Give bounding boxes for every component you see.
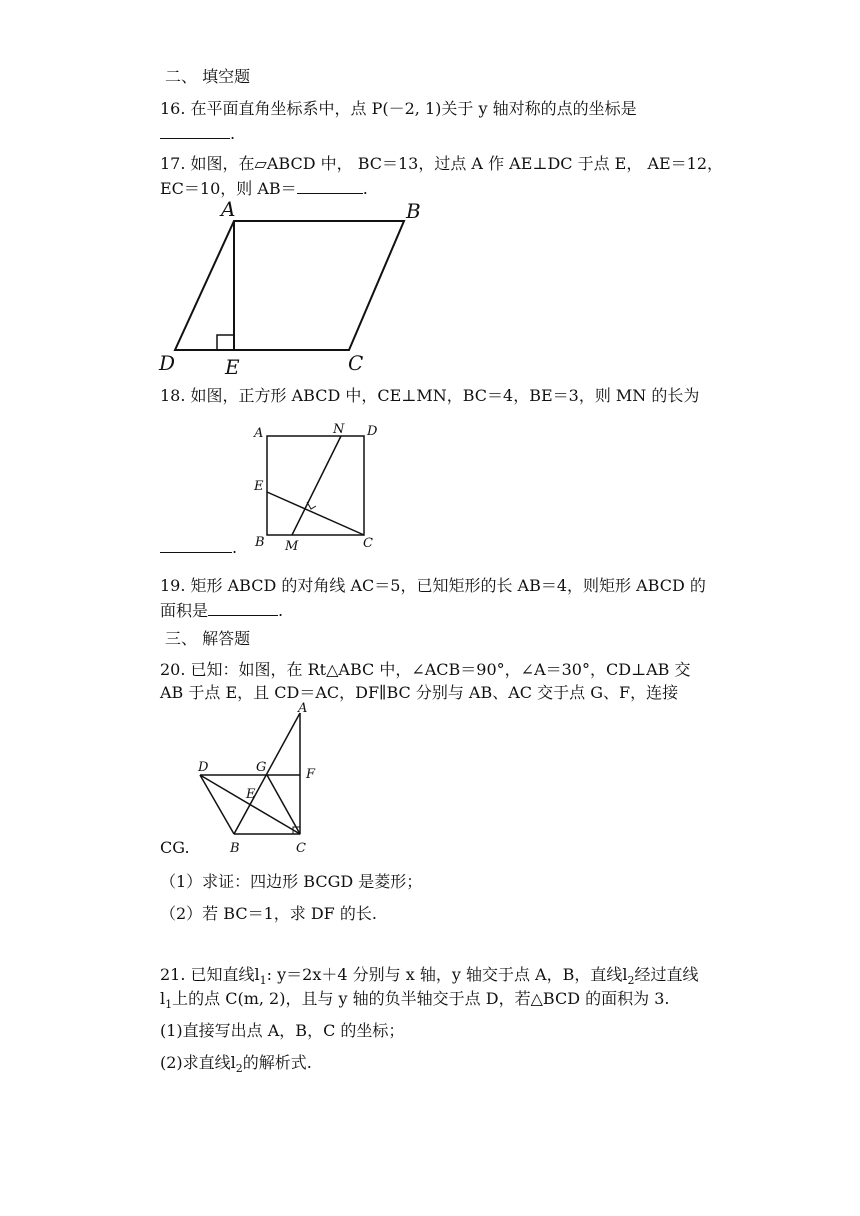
label-c: C xyxy=(296,841,306,856)
q21-text-d: l xyxy=(160,989,166,1008)
answer-blank xyxy=(160,122,230,139)
label-a: A xyxy=(254,426,264,441)
subscript: 1 xyxy=(165,998,173,1012)
parallelogram-abcd xyxy=(175,221,404,350)
label-g: G xyxy=(256,760,267,775)
triangle-rhombus-figure xyxy=(190,700,330,860)
question-20-text: 20. 已知：如图，在 Rt△ABC 中，∠ACB＝90°，∠A＝30°，CD⊥AB 交 xyxy=(160,660,691,679)
question-17-text-line2 xyxy=(160,177,368,199)
question-17-text: 17. 如图，在▱ABCD 中， BC＝13，过点 A 作 AE⊥DC 于点 E， AE＝12， xyxy=(160,154,724,173)
question-19-text-line2 xyxy=(160,599,283,621)
q21-part2-b: 的解析式. xyxy=(242,1053,312,1072)
q21-text-b: : y＝2x＋4 分别与 x 轴，y 轴交于点 A，B，直线l xyxy=(266,965,628,984)
question-18-answer-line xyxy=(160,536,237,558)
label-b: B xyxy=(406,199,421,223)
question-21-text-line2 xyxy=(160,989,669,1015)
label-a: A xyxy=(221,198,236,221)
label-m: M xyxy=(285,539,299,554)
segment-ce xyxy=(267,492,364,535)
question-21-text xyxy=(160,965,699,991)
q21-part2-a: (2)求直线l xyxy=(160,1053,236,1072)
answer-blank xyxy=(208,599,278,616)
section-title-fill-in: 二、 填空题 xyxy=(165,67,251,86)
label-e: E xyxy=(246,787,256,802)
period: . xyxy=(362,179,368,198)
label-e: E xyxy=(254,479,264,494)
parallelogram-figure xyxy=(155,198,435,378)
label-n: N xyxy=(333,422,345,437)
question-20-text-line3: CG. xyxy=(160,838,190,857)
q21-text-e: 上的点 C(m, 2)，且与 y 轴的负半轴交于点 D，若△BCD 的面积为 3. xyxy=(172,989,670,1008)
question-20-text-line2: AB 于点 E，且 CD＝AC，DF∥BC 分别与 AB、AC 交于点 G、F，连接 xyxy=(160,683,679,702)
label-d: D xyxy=(159,351,176,375)
answer-blank xyxy=(297,177,363,194)
period: . xyxy=(278,601,284,620)
segment-db xyxy=(200,775,234,834)
label-d: D xyxy=(198,760,209,775)
right-angle-mark xyxy=(217,335,234,350)
section-title-solve: 三、 解答题 xyxy=(165,629,251,648)
question-18-text: 18. 如图，正方形 ABCD 中，CE⊥MN，BC＝4，BE＝3，则 MN 的长为 xyxy=(160,386,700,405)
question-21-part1: (1)直接写出点 A，B，C 的坐标； xyxy=(160,1021,405,1040)
q21-text-a: 21. 已知直线l xyxy=(160,965,260,984)
label-e: E xyxy=(225,355,240,378)
label-a: A xyxy=(298,701,308,716)
question-16-text: 16. 在平面直角坐标系中，点 P(－2, 1)关于 y 轴对称的点的坐标是 xyxy=(160,99,637,118)
answer-blank xyxy=(160,536,232,553)
subscript: 1 xyxy=(259,974,267,988)
label-c: C xyxy=(363,536,373,551)
label-d: D xyxy=(367,424,378,439)
question-17-prefix: EC＝10，则 AB＝ xyxy=(160,179,297,198)
subscript: 2 xyxy=(627,974,635,988)
label-b: B xyxy=(230,841,240,856)
question-16-answer-line xyxy=(160,122,235,144)
square-abcd xyxy=(267,436,364,535)
question-19-prefix: 面积是 xyxy=(160,601,209,620)
question-20-part1: （1）求证：四边形 BCGD 是菱形； xyxy=(160,872,423,891)
question-19-text: 19. 矩形 ABCD 的对角线 AC＝5，已知矩形的长 AB＝4，则矩形 ABCD 的 xyxy=(160,576,706,595)
label-f: F xyxy=(306,767,316,782)
question-20-part2: （2）若 BC＝1，求 DF 的长. xyxy=(160,904,377,923)
period: . xyxy=(232,538,238,557)
segment-gc xyxy=(267,775,300,834)
square-figure xyxy=(245,418,385,558)
segment-mn xyxy=(292,436,341,535)
period: . xyxy=(230,124,236,143)
question-21-part2 xyxy=(160,1053,312,1079)
subscript: 2 xyxy=(235,1062,243,1076)
label-c: C xyxy=(348,351,364,375)
q21-text-c: 经过直线 xyxy=(634,965,699,984)
label-b: B xyxy=(255,535,265,550)
segment-dc xyxy=(200,775,300,834)
